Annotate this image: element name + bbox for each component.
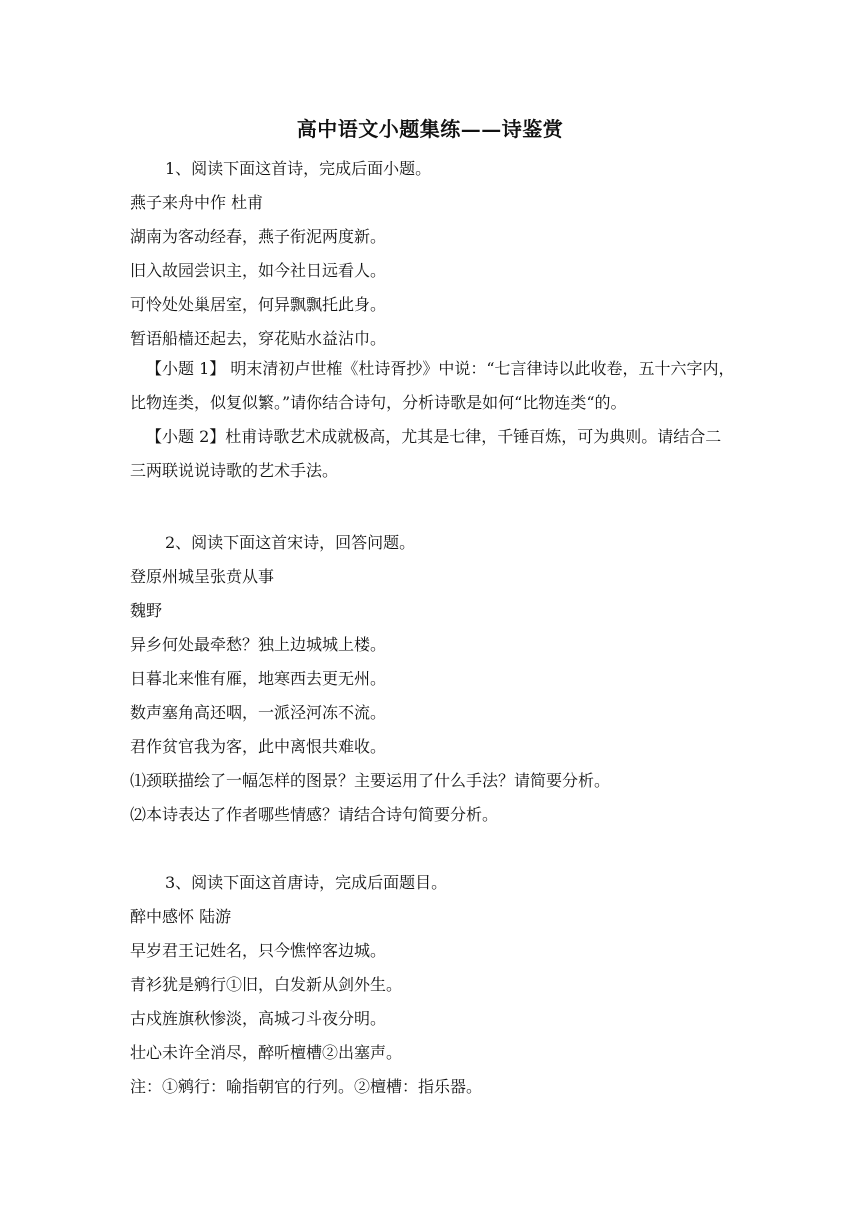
q3-note: 注：①鹓行：喻指朝官的行列。②檀槽：指乐器。 [130,1077,483,1096]
q1-subquestion-1: 【小题 1】 明末清初卢世榷《杜诗胥抄》中说：“七言律诗以此收卷，五十六字内，比物连类，似复似繁。”请你结合诗句，分析诗歌是如何“比物连类“的。 [130,359,735,412]
q1-poem-line: 可怜处处巢居室，何异飘飘托此身。 [130,295,387,314]
q2-intro: 2、阅读下面这首宋诗，回答问题。 [165,533,416,552]
q1-poem-line: 湖南为客动经春，燕子衔泥两度新。 [130,227,387,246]
q2-poem-title: 登原州城呈张贲从事 [130,567,275,586]
q2-subquestion-2: ⑵本诗表达了作者哪些情感？请结合诗句简要分析。 [130,805,499,824]
q2-poem-line: 异乡何处最牵愁？独上边城城上楼。 [130,635,387,654]
q2-poem-line: 日暮北来惟有雁，地寒西去更无州。 [130,669,387,688]
q2-poem-line: 数声塞角高还咽，一派泾河冻不流。 [130,703,387,722]
q3-poem-line: 古戍旌旗秋惨淡，高城刁斗夜分明。 [130,1009,387,1028]
q2-subquestion-1: ⑴颈联描绘了一幅怎样的图景？主要运用了什么手法？请简要分析。 [130,771,611,790]
q2-poem-line: 君作贫官我为客，此中离恨共难收。 [130,737,387,756]
q2-author: 魏野 [130,601,163,620]
q1-subquestion-2: 【小题 2】杜甫诗歌艺术成就极高，尤其是七律，千锤百炼，可为典则。请结合二三两联说说诗歌的艺术手法。 [130,427,722,480]
page-title: 高中语文小题集练——诗鉴赏 [296,117,564,141]
q3-poem-title: 醉中感怀 陆游 [130,907,232,926]
q1-poem-title: 燕子来舟中作 杜甫 [130,193,264,212]
q1-intro: 1、阅读下面这首诗，完成后面小题。 [165,159,432,178]
q3-poem-line: 壮心未许全消尽，醉听檀槽②出塞声。 [130,1043,403,1062]
q3-poem-line: 青衫犹是鹓行①旧，白发新从剑外生。 [130,975,403,994]
q3-intro: 3、阅读下面这首唐诗，完成后面题目。 [165,873,448,892]
q1-poem-line: 旧入故园尝识主，如今社日远看人。 [130,261,387,280]
q3-poem-line: 早岁君王记姓名，只今憔悴客边城。 [130,941,387,960]
q1-poem-line: 暂语船樯还起去，穿花贴水益沾巾。 [130,329,387,348]
